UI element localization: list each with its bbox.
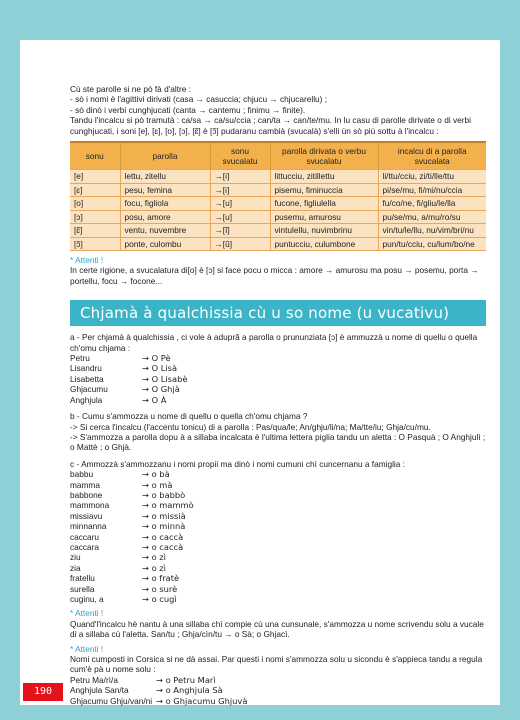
table-cell: ponte, culombu [120, 237, 210, 251]
list-item-right: → o mammò [142, 500, 194, 511]
table-cell: →[i] [210, 170, 270, 184]
list-item-right: → O Ghjà [142, 384, 180, 395]
table-cell: li/ttu/cciu, zi/ti/lle/ttu [378, 170, 486, 184]
table-row [70, 183, 486, 197]
table-cell: [ɛ] [70, 183, 120, 197]
list-item-left: minnanna [70, 521, 107, 532]
table-header: parolla dirivata o verbu svucalatu [270, 142, 378, 170]
list-item-right: → o babbò [142, 489, 186, 500]
attenti-text: Quand'l'incalcu hè nantu à una sillaba chì compie cù una cunsunale, s'ammozza u nome scrivendu solu a vucale di a sillaba cù l'aletta. San/tu ; Ghja/cìn/tu → o Sà; o Ghjacì. [70, 618, 484, 640]
list-item-left: Petru Ma/rì/a [70, 674, 118, 685]
section-b-line-2: -> Si cerca l'incalcu (l'accentu tonicu) di a parolla : Pas/qua/le; An/ghju/li/na; Ma/tte/iu; Ghja/cu/mu. [70, 421, 431, 432]
list-item-right: → o missià [142, 510, 186, 521]
list-item-left: caccara [70, 541, 100, 552]
table-row [70, 210, 486, 224]
table-cell: pusemu, amurosu [270, 210, 378, 224]
section-a-intro: a - Per chjamà à qualchissia , ci vole à adupră a parolla o prununziata [ɔ] è ammuzzà u nome di quellu o quella ch'omu chjama : [70, 332, 478, 353]
vocative-list-c [70, 469, 486, 604]
list-item-left: Ghjacumu [70, 384, 108, 395]
intro-line-3: - sò dinò i verbi cunghjucati (canta → cantemu ; finimu → finite). [70, 104, 306, 115]
table-row [70, 197, 486, 211]
list-item-right: → o caccà [142, 541, 184, 552]
list-item-right: → o fratè [142, 573, 180, 584]
list-item-right: → O Lisà [142, 363, 178, 374]
intro-line-1: Cù ste parolle si ne pò fà d'altre : [70, 84, 192, 94]
table-row [70, 237, 486, 251]
section-banner: Chjamà à qualchissia cù u so nome (u vucativu) [70, 300, 486, 326]
list-item-left: fratellu [70, 573, 95, 584]
list-item-left: Anghjula [70, 394, 103, 405]
compound-names-list [70, 675, 486, 706]
list-item-left: missiavu [70, 510, 103, 521]
table-cell: posu, amore [120, 210, 210, 224]
table-cell: [ɛ̃] [70, 224, 120, 238]
list-item-right: → o cugì [142, 594, 177, 604]
table-row [70, 170, 486, 184]
table-cell: pisemu, fiminuccia [270, 183, 378, 197]
list-item-left: zia [70, 562, 81, 573]
list-item-left: surella [70, 583, 95, 594]
vowel-table [70, 141, 486, 251]
list-item-right: → o surè [142, 583, 178, 594]
table-cell: →[ĩ] [210, 224, 270, 238]
list-item-left: cuginu, a [70, 594, 104, 604]
table-cell: →[u] [210, 197, 270, 211]
list-item-left: babbone [70, 489, 103, 500]
attenti-text: In certe rigione, a svucalatura di[o] è [ɔ] si face pocu o micca : amore → amurosu ma posu → posemu, porta → portellu, focu → focone... [70, 265, 479, 286]
table-cell: [o] [70, 197, 120, 211]
list-item-right: → o caccà [142, 531, 184, 542]
list-item-right: → o bà [142, 469, 170, 480]
table-cell: fucone, figliulella [270, 197, 378, 211]
list-item-left: mammona [70, 500, 110, 511]
list-item-left: mamma [70, 479, 100, 490]
list-item-left: babbu [70, 469, 94, 480]
attenti-heading: * Attenti ! [70, 255, 104, 266]
table-cell: [ɔ] [70, 210, 120, 224]
table-header: parolla [120, 142, 210, 170]
list-item-right: → o Petru Marì [156, 674, 216, 685]
table-cell: pu/se/mu, a/mu/ro/su [378, 210, 486, 224]
table-cell: →[u] [210, 210, 270, 224]
page-number: 190 [23, 683, 63, 701]
table-cell: vin/tu/le/llu, nu/vim/bri/nu [378, 224, 486, 238]
table-cell: →[i] [210, 183, 270, 197]
list-item-right: → o zì [142, 562, 166, 573]
list-item-left: ziu [70, 552, 81, 563]
table-cell: littucciu, zitillettu [270, 170, 378, 184]
page-content [70, 84, 486, 706]
table-row [70, 224, 486, 238]
table-cell: pi/se/mu, fi/mi/nu/ccia [378, 183, 486, 197]
table-cell: [e] [70, 170, 120, 184]
page-sheet [20, 40, 500, 705]
intro-line-4: Tandu l'incalcu si pò tramutà : ca/sa → ca/su/ccia ; can/ta → can/te/mu. In lu casu di parolle dirivate o di verbi cunghjucati, i soni [e], [ɛ], [o], [ɔ], [ɛ̃] è [ɔ̃] pudaranu cambià (svucalà) s'elli ùn sò più sottu à l'incalcu : [70, 115, 471, 136]
attenti-text: Nomi cumposti in Corsica si ne dà assai. Par questi i nomi s'ammozza solu u sicondu è s'appieca tandu a regula cum'è pà u nome solu : [70, 654, 483, 675]
list-item-left: Lisabetta [70, 373, 104, 384]
section-b-line-3: -> S'ammozza a parolla dopu à a sillaba incalcata è l'ultima lettera piglia tandu un aletta : O Pasquà ; O Anghjulì ; o Mattè ; o Ghjà. [70, 431, 486, 453]
list-item-right: → o Ghjacumu Ghjuvà [156, 695, 248, 706]
list-item-left: Lisandru [70, 363, 102, 374]
table-cell: pesu, femina [120, 183, 210, 197]
list-item-left: Petru [70, 353, 90, 364]
table-cell: ventu, nuvembre [120, 224, 210, 238]
table-cell: vintulellu, nuvimbrinu [270, 224, 378, 238]
list-item-left: caccaru [70, 531, 100, 542]
list-item-right: → O À [142, 394, 167, 405]
table-cell: focu, figliola [120, 197, 210, 211]
table-header: sonu [70, 142, 120, 170]
table-cell: pun/tu/cciu, cu/lum/bo/ne [378, 237, 486, 251]
list-item-right: → o mà [142, 479, 173, 490]
table-header: sonu svucalatu [210, 142, 270, 170]
table-cell: fu/co/ne, fi/gliu/le/lla [378, 197, 486, 211]
table-cell: →[ũ] [210, 237, 270, 251]
list-item-right: → O Lisabè [142, 373, 188, 384]
attenti-heading: * Attenti ! [70, 608, 104, 619]
table-cell: lettu, zitellu [120, 170, 210, 184]
table-header: incalcu di a parolla svucalata [378, 142, 486, 170]
table-cell: [ɔ̃] [70, 237, 120, 251]
list-item-left: Anghjula San/ta [70, 685, 129, 696]
vocative-list-a [70, 353, 486, 405]
attenti-heading: * Attenti ! [70, 643, 104, 654]
section-c-intro: c - Ammozzà s'ammozzanu i nomi propii ma dinò i nomi cumuni chì cuncernanu a famiglia : [70, 458, 405, 469]
list-item-right: → o Anghjula Sà [156, 685, 223, 696]
intro-line-2: - sò i nomi è l'agittivi dirivati (casa → casuccia; chjucu → chjucarellu) ; [70, 94, 328, 105]
list-item-right: → O Pè [142, 353, 171, 364]
list-item-right: → o minnà [142, 521, 186, 532]
section-b-line-1: b - Cumu s'ammozza u nome di quellu o quella ch'omu chjama ? [70, 411, 308, 422]
list-item-left: Ghjacumu Ghju/van/ni [70, 695, 153, 706]
table-cell: puntucciu, culumbone [270, 237, 378, 251]
list-item-right: → o zì [142, 552, 166, 563]
